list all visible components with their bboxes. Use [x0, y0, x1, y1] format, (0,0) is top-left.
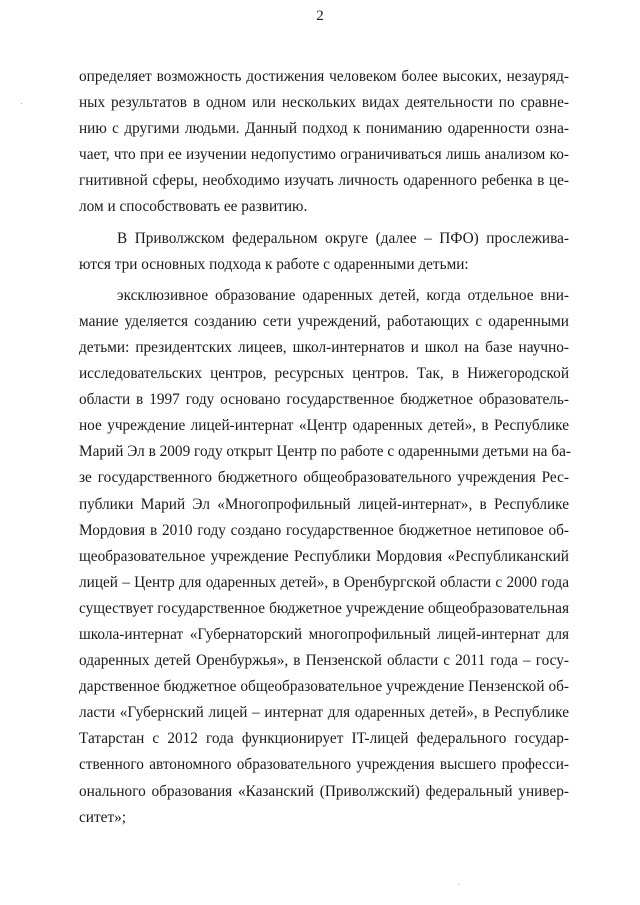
scan-speck	[21, 103, 22, 104]
text-line: Мордовия в 2010 году создано государственное бюджетное нетиповое об-	[79, 521, 569, 539]
paragraph	[79, 226, 569, 278]
text-line: В Приволжском федеральном округе (далее – ПФО) прослежива-	[117, 229, 569, 247]
text-line: эксклюзивное образование одаренных детей, когда отдельное вни-	[117, 286, 569, 304]
text-line: онального образования «Казанский (Приволжский) федеральный универ-	[79, 782, 569, 800]
text-line: мание уделяется созданию сети учреждений, работающих с одаренными	[79, 312, 569, 330]
text-line: щеобразовательное учреждение Республики Мордовия «Республиканский	[79, 547, 569, 565]
text-line: лом и способствовать ее развитию.	[79, 198, 308, 216]
text-line: определяет возможность достижения человеком более высоких, незауряд-	[79, 68, 569, 85]
text-line: чает, что при ее изучении недопустимо ограничиваться лишь анализом ко-	[79, 146, 569, 164]
text-line: ных результатов в одном или нескольких видах деятельности по сравне-	[79, 94, 569, 112]
text-line: Татарстан с 2012 года функционирует IT-лицей федерального государ-	[79, 730, 569, 748]
text-line: ственного автономного образовательного учреждения высшего професси-	[79, 756, 569, 774]
scan-speck	[458, 884, 459, 885]
text-line: одаренных детей Оренбуржья», в Пензенской области с 2011 года – госу-	[79, 652, 569, 670]
page-number: 2	[316, 8, 324, 24]
text-line: исследовательских центров, ресурсных центров. Так, в Нижегородской	[79, 365, 569, 383]
text-line: детьми: президентских лицеев, школ-интернатов и школ на базе научно-	[79, 338, 569, 356]
text-line: публики Марий Эл «Многопрофильный лицей-интернат», в Республике	[79, 495, 569, 513]
text-line: ное учреждение лицей-интернат «Центр одаренных детей», в Республике	[79, 417, 569, 435]
text-line: дарственное бюджетное общеобразовательное учреждение Пензенской об-	[79, 678, 569, 696]
text-line: ситет»;	[79, 808, 127, 826]
text-line: существует государственное бюджетное учреждение общеобразовательная	[79, 599, 569, 617]
body-text	[79, 64, 569, 831]
text-line: ласти «Губернский лицей – интернат для одаренных детей», в Республике	[79, 704, 569, 722]
text-line: нию с другими людьми. Данный подход к пониманию одаренности озна-	[79, 120, 569, 138]
text-line: школа-интернат «Губернаторский многопрофильный лицей-интернат для	[79, 625, 569, 643]
text-line: зе государственного бюджетного общеобразовательного учреждения Рес-	[79, 469, 569, 487]
text-line: лицей – Центр для одаренных детей», в Оренбургской области с 2000 года	[79, 573, 569, 591]
paragraph	[79, 64, 569, 221]
text-line: ются три основных подхода к работе с одаренными детьми:	[79, 255, 469, 273]
text-line: Марий Эл в 2009 году открыт Центр по работе с одаренными детьми на ба-	[79, 443, 571, 461]
text-line: области в 1997 году основано государственное бюджетное образователь-	[79, 391, 569, 409]
paragraph	[79, 283, 569, 831]
text-line: гнитивной сферы, необходимо изучать личность одаренного ребенка в це-	[79, 172, 569, 190]
